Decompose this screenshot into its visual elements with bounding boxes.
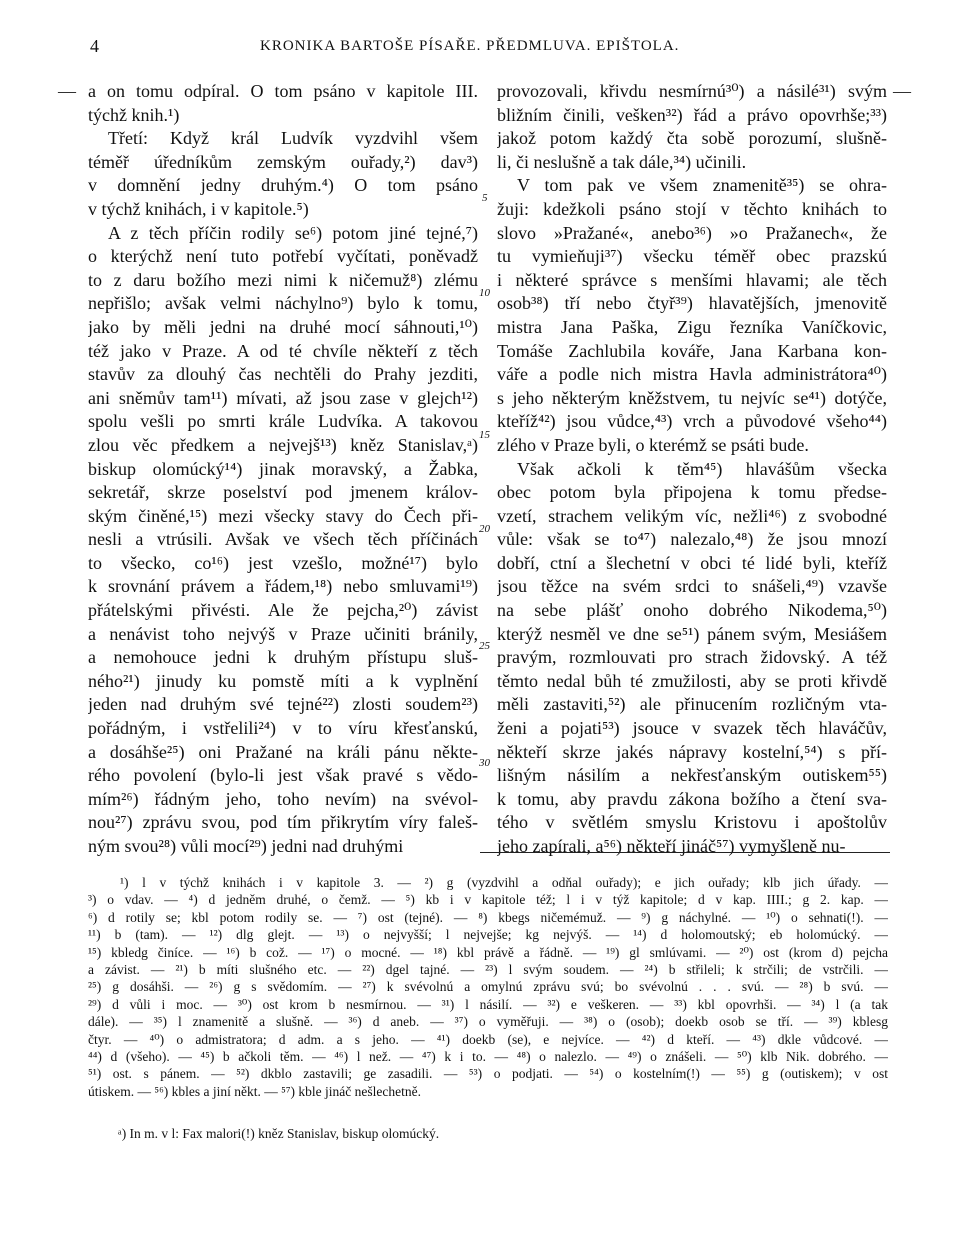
right-column-line: li, či neslušně a tak dále,³⁴) učinili. (497, 151, 747, 172)
left-column-line: nou²⁷) zprávu svou, pod tím přikrytím víry faleš- (88, 812, 478, 833)
left-column-line: pořádným, i vstřelili²⁴) v to víru křesťanskú, (88, 718, 478, 739)
right-column-line: jsou těžce na svém srdci to snášeli,⁴⁹) vzavše (497, 576, 887, 597)
line-number-5: 5 (482, 192, 488, 204)
right-column-line: jeho zapírali, a⁵⁶) někteří jináč⁵⁷) vymyšleně nu- (497, 836, 846, 856)
footnote-line: dále). — ³⁵) l znamenitě a slušně. — ³⁶) d aneb. — ³⁷) o vyměřuji. — ³⁸) o (osob); doekb osob se tří. — ³⁹) kblesg (88, 1014, 888, 1030)
right-column-line: k tomu, aby pravdu zákona božího a čtení sva- (497, 788, 887, 809)
right-column-line: jakož potom každý čta sobě porozumí, slušně- (497, 128, 887, 149)
line-number-10: 10 (479, 287, 490, 299)
right-column-line: obec potom byla připojena k tomu předse- (497, 482, 887, 503)
left-column-line: zlou věc předkem a nejvejš¹³) kněz Stanislav,ᵃ) (88, 434, 478, 455)
left-column-line: stavův za dlouhý čas nechtěli do Prahy jezditi, (88, 364, 478, 385)
right-column-line: i některé správce s menšími hlavami; ale těch (497, 269, 887, 290)
right-column-line: vůle: však se to⁴⁷) nalezalo,⁴⁸) že jsou mnozí (497, 529, 887, 550)
left-column-line: ného²¹) jinudy ku pomstě míti a k vyplnění (88, 670, 478, 691)
right-column-line: ženi a pojati⁵³) jsouce v svazek těch hlaváčův, (497, 718, 887, 739)
right-column-line: osob³⁸) tří nebo čtyř³⁹) hlavatějších, jmenovitě (497, 293, 887, 314)
left-column-line: A z těch příčin rodily se⁶) potom jiné tejné,⁷) (108, 222, 478, 243)
left-column-line: a nenávist toho nejvýš v Praze učiniti bránily, (88, 623, 478, 644)
right-column-line: Však ačkoli k těm⁴⁵) hlavášům všecka (517, 458, 887, 479)
footnote-line: ¹) l v týchž knihách i v kapitole 3. — ²) g (vyzdvihl a odňal ouřady); e jich ouřady; klb jich úřady. — (120, 875, 888, 890)
footnote-line: ²⁵) g dosáhši. — ²⁶) g s svědomím. — ²⁷) k svévolnú a omylnú zprávu svú; bo svévolnú . . . svú. — ²⁸) b svú. — (88, 979, 888, 995)
left-column-line: a dosáhše²⁵) oni Pražané na králi pánu někte- (88, 741, 478, 762)
footnote-line: útiskem. — ⁵⁶) kbles a jiní někt. — ⁵⁷) kble jináč nešlechetně. (88, 1083, 421, 1099)
footnote-line: ⁴⁴) d (všeho). — ⁴⁵) b ačkoli těm. — ⁴⁶) l než. — ⁴⁷) k i to. — ⁴⁸) o nalezlo. — ⁴⁹) o znášeli. — ⁵⁰) klb Nik. dobrého. — (88, 1048, 888, 1064)
left-column-line: ani sněmův tam¹¹) mívati, až jsou zase v glejch¹²) (88, 387, 478, 408)
right-column-line: s jeho některým kněžstvem, tu nejvíc se⁴¹) dotýče, (497, 387, 887, 408)
footnote-line: ⁶) d rotily se; kbl potom rodily se. — ⁷) ost (tejné). — ⁸) kbegs ničemémuž. — ⁹) g náchylné. — ¹⁰) o sehnati(!). — (88, 909, 888, 925)
right-column-line: někteří skrze jakés nápravy kostelní,⁵⁴) s pří- (497, 741, 887, 762)
footnote-line: ²⁹) d vůli i moc. — ³⁰) ost krom b nesmírnou. — ³¹) l násilí. — ³²) e veškeren. — ³³) kbl opovrhši. — ³⁴) l (a tak (88, 996, 888, 1012)
footnote-separator (480, 852, 890, 853)
left-column-line: o kterýchž není tuto potřebí vyčítati, poněvadž (88, 246, 478, 267)
right-column (497, 80, 887, 859)
left-column-line: nepřišlo; avšak velmi náchylno⁹) bylo k tomu, (88, 293, 478, 314)
left-column-line: a nemohouce jedni k druhým přístupu sluš- (88, 647, 478, 668)
right-column-line: Tomáše Zachlubila kováře, Jana Karbana kon- (497, 340, 887, 361)
right-column-line: slovo »Pražané«, anebo³⁶) »o Pražanech«, že (497, 222, 887, 243)
right-column-line: lišným násilím a nekřesťanským outiskem⁵⁵) (497, 765, 887, 786)
left-column-line: jeden nad druhým své tejné²²) zlosti soudem²³) (88, 694, 478, 715)
right-column-line: vzetí, strachem velikým víc, nežli⁴⁶) z svobodné (497, 505, 887, 526)
left-column-line: to z daru božího mezi nimi k ničemuž⁸) zlému (88, 269, 478, 290)
footnote-line: čtyr. — ⁴⁰) o admistratora; d adm. a s jeho. — ⁴¹) doekb (se), e nejvíce. — ⁴²) d kteří. — ⁴³) dkle vůdcové. — (88, 1031, 888, 1047)
right-column-line: měli zastaviti,⁵²) ale přinucením rozličným vta- (497, 694, 887, 715)
footnote-line: ¹¹) b (tam). — ¹²) dlg glejt. — ¹³) o nejvyšší; l nejvejše; kg nejvýš. — ¹⁴) d holomoutský; eb holomúcký. — (88, 927, 888, 943)
right-column-line: žuji: kdežkoli psáno stojí v těchto knihách to (497, 198, 887, 219)
footnote-line: ⁵¹) ost. s pánem. — ⁵²) dkblo zastavili; ge zasadili. — ⁵³) o podjati. — ⁵⁴) o kostelním(!) — ⁵⁵) g (outiskem); v ost (88, 1066, 888, 1082)
left-column (88, 80, 478, 859)
left-column-line: téměř úředníkům zemským ouřady,²) dav³) (88, 151, 478, 172)
right-column-line: provozovali, křivdu nesmírnú³⁰) a násilé³¹) svým (497, 81, 887, 101)
left-column-line: k srovnání právem a řádem,¹⁸) nebo smluvami¹⁹) (88, 576, 478, 597)
left-margin-dash: — (58, 81, 76, 101)
right-column-line: zlého v Praze byli, o kterémž se psáti bude. (497, 434, 809, 455)
right-column-line: mistra Jana Paška, Zigu řezníka Vaníčkovic, (497, 316, 887, 337)
right-column-line: tého v světlém smyslu Kristovu i apoštolův (497, 812, 887, 833)
left-column-line: nesli a vtrúsili. Avšak ve všech těch příčinách (88, 529, 478, 550)
left-column-line: jako by měli jedni na druhé mocí sáhnouti,¹⁰) (88, 316, 478, 337)
right-column-line: na sebe plášť onoho dobrého Nikodema,⁵⁰) (497, 600, 887, 621)
left-column-line: sekretář, skrze poselství pod jmenem králov- (88, 482, 478, 503)
right-column-line: kterýž nesměl ve dne se⁵¹) pánem svým, Mesiášem (497, 623, 887, 644)
left-column-line: rého povolení (bylo-li jest však pravé s vědo- (88, 765, 478, 786)
footnote-line: ³) o vdav. — ⁴) d jedněm druhé, o čemž. — ⁵) kb i v kapitole též; l i v týž kapitole; d v kap. IIII.; g 2. kap. — (88, 892, 888, 908)
left-column-line: to všecko, co¹⁶) jest vzešlo, možné¹⁷) bylo (88, 552, 478, 573)
left-column-line: přátelskými přivésti. Ale že pejcha,²⁰) závist (88, 600, 478, 621)
right-column-line: tu vymieňuji³⁷) všecku téměř obec prazskú (497, 246, 887, 267)
line-number-30: 30 (479, 757, 490, 769)
left-column-line: též jako v Praze. A od té chvíle někteří z těch (88, 340, 478, 361)
left-column-line: mím²⁶) řádným jeho, toho nevím) na svévol- (88, 788, 478, 809)
right-column-line: kteříž⁴²) jsou vůdce,⁴³) vrch a původové všeho⁴⁴) (497, 411, 887, 432)
right-column-line: bližním činili, vešken³²) řád a právo opovrhše;³³) (497, 104, 887, 125)
left-column-line: ským činěné,¹⁵) mezi všecky stavy do Čech při- (88, 505, 478, 526)
marginal-note: ᵃ) In m. v l: Fax malori(!) kněz Stanislav, biskup olomúcký. (118, 1126, 440, 1141)
left-column-line: a on tomu odpíral. O tom psáno v kapitole III. (88, 81, 478, 101)
left-column-line: týchž knih.¹) (88, 104, 180, 125)
page-number: 4 (90, 36, 99, 56)
right-margin-dash: — (893, 81, 911, 101)
line-number-25: 25 (479, 640, 490, 652)
left-column-line: Třetí: Když král Ludvík vyzdvihl všem (108, 128, 478, 149)
footnote-line: a závist. — ²¹) b míti slušného etc. — ²²) dgel tajné. — ²³) l svým soudem. — ²⁴) b střileli; k strčili; de vstrčili. — (88, 961, 888, 977)
left-column-line: spolu vešli po smrti krále Ludvíka. A takovou (88, 411, 478, 432)
right-column-line: V tom pak ve všem znamenitě³⁵) se ohra- (517, 175, 887, 196)
left-column-line: v domnění jedny druhým.⁴) O tom psáno (88, 175, 478, 196)
right-column-line: pravým, rozmlouvati pro strach židovský. A též (497, 647, 887, 668)
left-column-line: biskup olomúcký¹⁴) jinak moravský, a Žabka, (88, 458, 478, 479)
left-column-line: ným svou²⁸) vůli mocí²⁹) jedni nad druhými (88, 836, 404, 856)
right-column-line: dobří, ctní a šlechetní v obci té lidé byli, kteříž (497, 552, 887, 573)
footnote-line: ¹⁵) kbledg činíce. — ¹⁶) b což. — ¹⁷) o mocné. — ¹⁸) kbl právě a řádně. — ¹⁹) gl smlúvami. — ²⁰) ost (krom d) pejcha (88, 944, 888, 960)
line-number-20: 20 (479, 523, 490, 535)
footnotes (88, 874, 888, 1100)
right-column-line: váře a podle nich mistra Havla administrátora⁴⁰) (497, 364, 887, 385)
running-head: KRONIKA BARTOŠE PÍSAŘE. PŘEDMLUVA. EPIŠTOLA. (260, 38, 680, 54)
left-column-line: v týchž knihách, i v kapitole.⁵) (88, 198, 309, 219)
line-number-15: 15 (479, 429, 490, 441)
right-column-line: těmto nedal bůh té zmužilosti, aby se proti křivdě (497, 670, 887, 691)
